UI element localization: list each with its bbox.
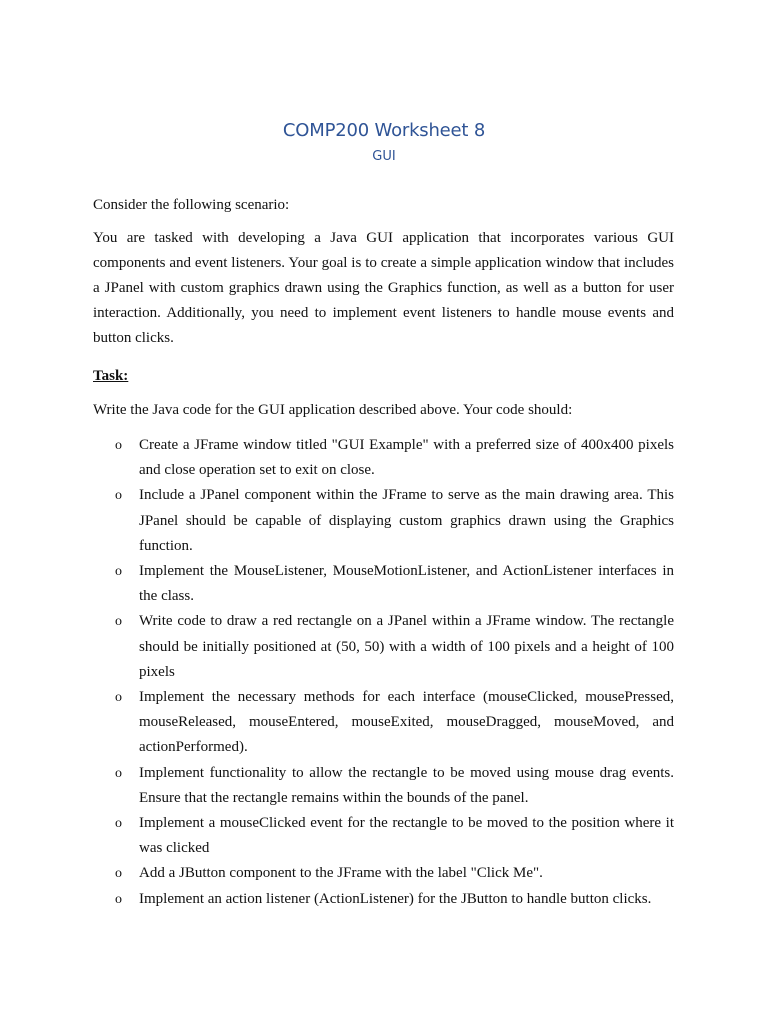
- list-item: [0, 811, 768, 861]
- bullet-text: Implement the necessary methods for each interface (mouseClicked, mousePressed, mouseReleased, mouseEntered, mouseExited, mouseDragged, mouseMoved, and actionPerformed).: [139, 689, 674, 756]
- bullet-marker: o: [115, 564, 122, 580]
- bullet-text: Add a JButton component to the JFrame with the label "Click Me".: [139, 865, 543, 882]
- bullet-text: Create a JFrame window titled "GUI Example" with a preferred size of 400x400 pixels and close operation set to exit on close.: [139, 437, 674, 479]
- task-heading: Task:: [93, 368, 129, 384]
- task-intro-paragraph: Write the Java code for the GUI application described above. Your code should:: [93, 402, 573, 418]
- list-item: [0, 609, 768, 685]
- document-subtitle: GUI: [372, 149, 396, 164]
- bullet-marker: o: [115, 891, 122, 907]
- document-title: COMP200 Worksheet 8: [282, 120, 486, 141]
- bullet-marker: o: [115, 690, 122, 706]
- bullet-text: Implement functionality to allow the rectangle to be moved using mouse drag events. Ensure that the rectangle remains within the bounds of the panel.: [139, 764, 674, 806]
- list-item: [0, 887, 768, 912]
- bullet-text: Write code to draw a red rectangle on a JPanel within a JFrame window. The rectangle should be initially positioned at (50, 50) with a width of 100 pixels and a height of 100 pixels: [139, 613, 674, 680]
- scenario-paragraph: You are tasked with developing a Java GUI application that incorporates various GUI components and event listeners. Your goal is to create a simple application window that includes a JPanel with custom graphics drawn using the Graphics function, as well as a button for user interaction. Additionally, you need to implement event listeners to handle mouse events and button clicks.: [93, 230, 674, 346]
- list-item: [0, 433, 768, 483]
- bullet-marker: o: [115, 488, 122, 504]
- bullet-text: Implement the MouseListener, MouseMotionListener, and ActionListener interfaces in the class.: [139, 563, 674, 605]
- bullet-marker: o: [115, 816, 122, 832]
- bullet-marker: o: [115, 614, 122, 630]
- list-item: [0, 483, 768, 559]
- bullet-marker: o: [115, 866, 122, 882]
- bullet-text: Include a JPanel component within the JFrame to serve as the main drawing area. This JPanel should be capable of displaying custom graphics drawn using the Graphics function.: [139, 487, 674, 554]
- task-bullet-list: [0, 433, 768, 912]
- bullet-marker: o: [115, 438, 122, 453]
- bullet-text: Implement a mouseClicked event for the rectangle to be moved to the position where it was clicked: [139, 815, 674, 857]
- intro-paragraph: Consider the following scenario:: [93, 197, 290, 213]
- list-item: [0, 761, 768, 811]
- bullet-text: Implement an action listener (ActionListener) for the JButton to handle button clicks.: [139, 890, 652, 907]
- list-item: [0, 861, 768, 886]
- bullet-marker: o: [115, 765, 122, 781]
- list-item: [0, 559, 768, 609]
- list-item: [0, 685, 768, 761]
